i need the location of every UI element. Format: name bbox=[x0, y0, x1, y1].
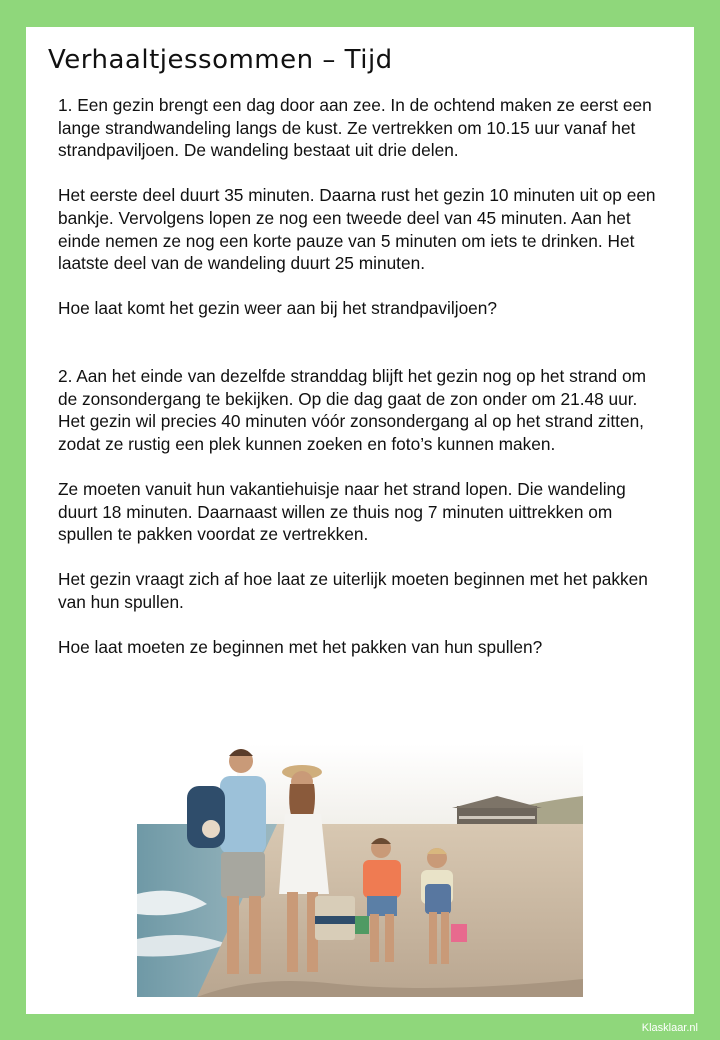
problem-1-details: Het eerste deel duurt 35 minuten. Daarna rust het gezin 10 minuten uit op een bankje. Vervolgens lopen ze nog een tweede deel van 45 minuten. Aan het einde nemen ze nog een korte pauze van 5 minuten om iets te drinken. Het laatste deel van de wandeling duurt 25 minuten. bbox=[58, 185, 656, 274]
problem-1-intro: 1. Een gezin brengt een dag door aan zee. In de ochtend maken ze eerst een lange strandwandeling langs de kust. Ze vertrekken om 10.15 uur vanaf het strandpaviljoen. De wandeling bestaat uit drie delen. bbox=[58, 95, 652, 161]
problem-1-question: Hoe laat komt het gezin weer aan bij het strandpaviljoen? bbox=[58, 298, 498, 319]
problem-2-question: Hoe laat moeten ze beginnen met het pakken van hun spullen? bbox=[58, 637, 543, 658]
paragraph-gap bbox=[58, 546, 668, 569]
footer-brand: Klasklaar.nl bbox=[641, 1022, 698, 1034]
paragraph-gap bbox=[58, 613, 668, 636]
page-title: Verhaaltjessommen – Tijd bbox=[48, 45, 393, 75]
worksheet-page bbox=[26, 27, 694, 1014]
section-gap bbox=[58, 320, 668, 365]
problem-2-context: Het gezin vraagt zich af hoe laat ze uiterlijk moeten beginnen met het pakken van hun spullen. bbox=[58, 569, 648, 612]
problem-2-details: Ze moeten vanuit hun vakantiehuisje naar het strand lopen. Die wandeling duurt 18 minuten. Daarnaast willen ze thuis nog 7 minuten uittrekken om spullen te pakken voordat ze vertrekken. bbox=[58, 478, 626, 545]
paragraph-gap bbox=[58, 275, 668, 298]
worksheet-text bbox=[58, 94, 668, 659]
paragraph-gap bbox=[58, 162, 668, 185]
paragraph-gap bbox=[58, 455, 668, 478]
beach-family-illustration bbox=[137, 744, 583, 997]
problem-2-intro: 2. Aan het einde van dezelfde stranddag blijft het gezin nog op het strand om de zonsondergang te bekijken. Op die dag gaat de zon onder om 21.48 uur. Het gezin wil precies 40 minuten vóór zonsondergang al op het strand zitten, zodat ze rustig een plek kunnen zoeken en foto’s kunnen maken. bbox=[58, 365, 646, 454]
